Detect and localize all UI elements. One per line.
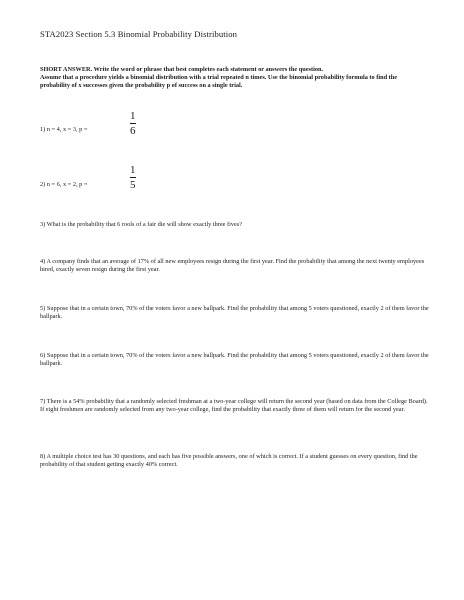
fraction-bar [130,123,136,124]
fraction-denominator: 5 [130,179,136,191]
question-2 [40,181,430,189]
question-7: 7) There is a 54% probability that a randomly selected freshman at a two-year college will return the second year (based on data from the College Board). If eight freshmen are randomly selected from any two-year college, find the probability that exactly three of them will return for the second year. [40,398,428,414]
question-1 [40,126,430,134]
question-3: 3) What is the probability that 6 rools of a fair die will show exactly three fives? [40,221,243,228]
question-1-text: 1) n = 4, x = 3, p = [40,126,88,133]
question-4: 4) A company finds that an average of 17% of all new employees resign during the first year. Find the probability that among the next twenty employees hired, exactly seven resign during the first year. [40,258,425,274]
instructions [40,66,425,90]
question-2-text: 2) n = 6, x = 2, p = [40,181,88,188]
question-6: 6) Suppose that in a certain town, 70% of the voters favor a new ballpark. Find the probability that among 5 voters questioned, exactly 2 of them favor the ballpark. [40,352,429,368]
fraction-numerator: 1 [130,164,136,176]
question-8: 8) A multiple choice test has 30 questions, and each has five possible answers, one of which is correct. If a student guesses on every question, find the probability of that student getting exactly 40% correct. [40,453,418,469]
fraction-bar [130,177,136,178]
question-5: 5) Suppose that in a certain town, 70% of the voters favor a new ballpark. Find the probability that among 5 voters questioned, exactly 2 of them favor the ballpark. [40,305,429,321]
instructions-line-2: Assume that a procedure yields a binomial distribution with a trial repeated n times. Use the binomial probability formula to find the probability of x successes given the probability p of success on a single trial. [40,74,398,89]
fraction-denominator: 6 [130,125,136,137]
question-1-fraction [130,110,136,137]
question-2-fraction [130,164,136,191]
page-title: STA2023 Section 5.3 Binomial Probability Distribution [40,29,238,39]
fraction-numerator: 1 [130,110,136,122]
instructions-line-1: SHORT ANSWER. Write the word or phrase that best completes each statement or answers the question. [40,66,324,73]
